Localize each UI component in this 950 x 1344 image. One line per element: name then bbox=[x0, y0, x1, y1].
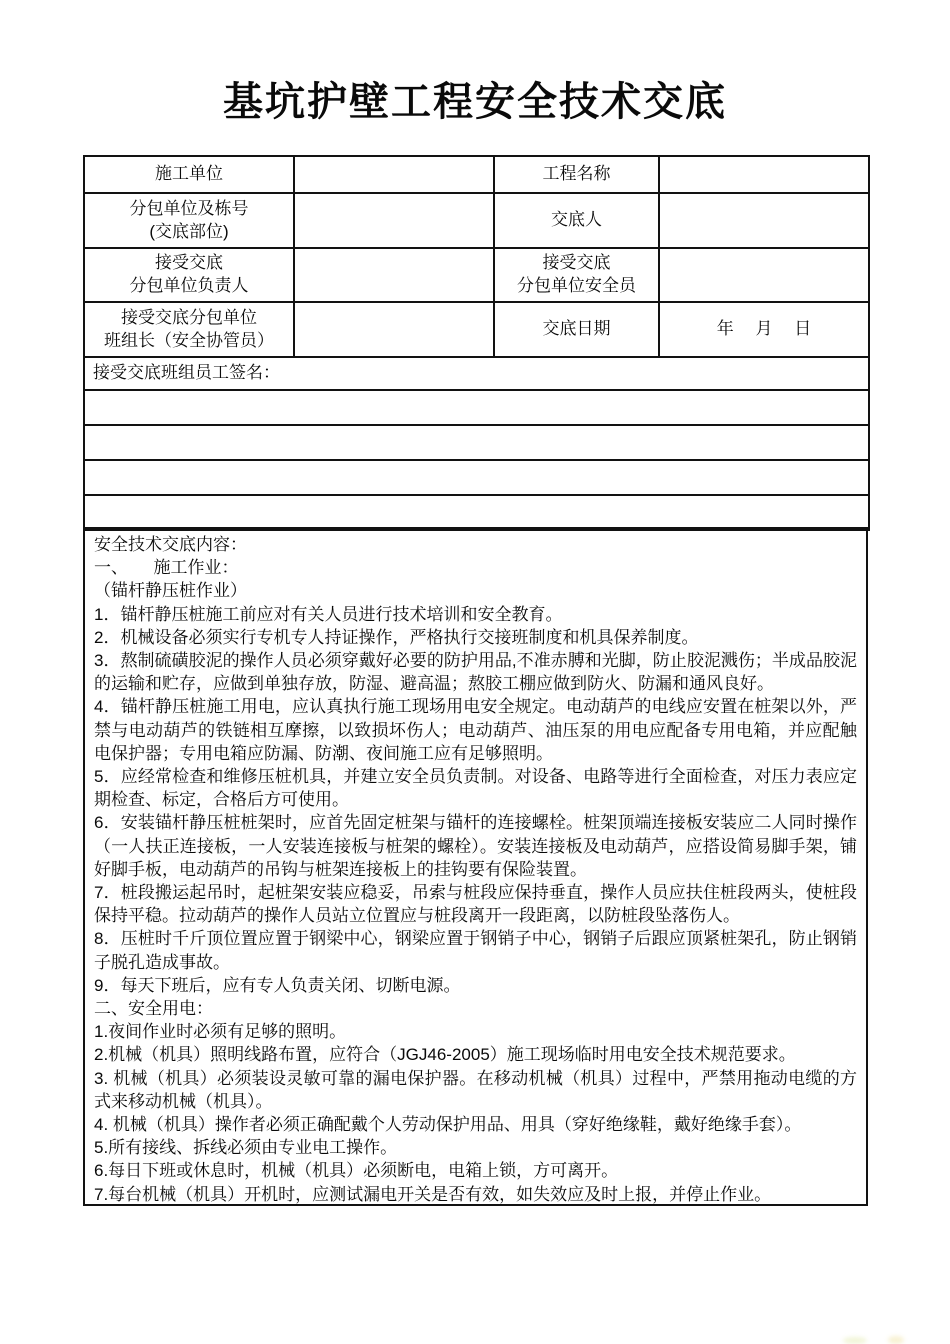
signature-blank-cell bbox=[84, 425, 869, 460]
label-team-leader bbox=[84, 302, 294, 357]
scan-artifact-smudge bbox=[888, 1336, 904, 1344]
value-project-name bbox=[659, 156, 869, 193]
label-subcontract-leader-line2: 分包单位负责人 bbox=[129, 276, 249, 295]
value-discloser bbox=[659, 193, 869, 248]
content-paragraph: 5.所有接线、拆线必须由专业电工操作。 bbox=[94, 1138, 398, 1158]
label-disclosure-date: 交底日期 bbox=[494, 302, 659, 357]
signature-blank-row bbox=[84, 495, 869, 530]
content-paragraph: 6．安装锚杆静压桩桩架时，应首先固定桩架与锚杆的连接螺栓。桩架顶端连接板安装应二人同时操作（一人扶正连接板，一人安装连接板与桩架的螺栓）。安装连接板及电动葫芦，应搭设简易脚手架，铺好脚手板，电动葫芦的吊钩与桩架连接板上的挂钩要有保险装置。 bbox=[94, 813, 857, 879]
content-paragraph: 1．锚杆静压桩施工前应对有关人员进行技术培训和安全教育。 bbox=[94, 604, 563, 624]
header-info-table bbox=[83, 155, 870, 531]
label-subcontract-safety-officer bbox=[494, 248, 659, 302]
value-subcontract-unit bbox=[294, 193, 494, 248]
label-project-name: 工程名称 bbox=[494, 156, 659, 193]
label-construction-unit: 施工单位 bbox=[84, 156, 294, 193]
label-subcontract-unit bbox=[84, 193, 294, 248]
content-paragraph: 3. 机械（机具）必须装设灵敏可靠的漏电保护器。在移动机械（机具）过程中，严禁用拖动电缆的方式来移动机械（机具）。 bbox=[94, 1068, 857, 1111]
content-paragraph: 8．压桩时千斤顶位置应置于钢梁中心，钢梁应置于钢销子中心，钢销子后跟应顶紧桩架孔，防止钢销子脱孔造成事故。 bbox=[94, 929, 857, 972]
signature-blank-cell bbox=[84, 390, 869, 425]
table-row bbox=[84, 357, 869, 390]
value-construction-unit bbox=[294, 156, 494, 193]
value-disclosure-date: 年 月 日 bbox=[659, 302, 869, 357]
signature-blank-cell bbox=[84, 495, 869, 530]
content-paragraph: 9．每天下班后，应有专人负责关闭、切断电源。 bbox=[94, 975, 461, 995]
label-subcontract-safety-officer-line1: 接受交底 bbox=[542, 253, 611, 273]
content-paragraph: 2．机械设备必须实行专机专人持证操作，严格执行交接班制度和机具保养制度。 bbox=[94, 627, 699, 647]
content-paragraph: 6.每日下班或休息时，机械（机具）必须断电，电箱上锁，方可离开。 bbox=[94, 1161, 619, 1181]
label-subcontract-safety-officer-line2: 分包单位安全员 bbox=[517, 276, 636, 295]
value-team-leader bbox=[294, 302, 494, 357]
content-paragraph: （锚杆静压桩作业） bbox=[94, 581, 247, 601]
label-team-leader-line1: 接受交底分包单位 bbox=[121, 307, 257, 327]
label-team-signatures: 接受交底班组员工签名： bbox=[84, 357, 869, 390]
content-heading: 安全技术交底内容： bbox=[94, 535, 247, 554]
disclosure-content-box bbox=[83, 527, 868, 1206]
value-subcontract-safety-officer bbox=[659, 248, 869, 302]
section-2-heading: 二、安全用电： bbox=[94, 999, 213, 1019]
content-paragraph: 5．应经常检查和维修压桩机具，并建立安全员负责制。对设备、电路等进行全面检查，对压力表应定期检查、标定，合格后方可使用。 bbox=[94, 767, 857, 810]
content-paragraph: 7.每台机械（机具）开机时，应测试漏电开关是否有效，如失效应及时上报，并停止作业。 bbox=[94, 1184, 772, 1204]
table-row bbox=[84, 193, 869, 248]
content-paragraph: 4．锚杆静压桩施工用电，应认真执行施工现场用电安全规定。电动葫芦的电线应安置在桩架以外，严禁与电动葫芦的铁链相互摩擦，以致损坏伤人；电动葫芦、油压泵的用电应配备专用电箱，并应配触电保护器；专用电箱应防漏、防潮、夜间施工应有足够照明。 bbox=[94, 697, 857, 763]
section-1-heading: 一、 施工作业： bbox=[94, 558, 239, 578]
signature-blank-cell bbox=[84, 460, 869, 495]
table-row bbox=[84, 302, 869, 357]
signature-blank-row bbox=[84, 390, 869, 425]
label-subcontract-leader bbox=[84, 248, 294, 302]
label-discloser: 交底人 bbox=[494, 193, 659, 248]
content-paragraph: 1.夜间作业时必须有足够的照明。 bbox=[94, 1022, 347, 1042]
label-subcontract-leader-line1: 接受交底 bbox=[155, 253, 223, 273]
label-subcontract-unit-line1: 分包单位及栋号 bbox=[129, 198, 249, 218]
content-paragraph: 3．熬制硫磺胶泥的操作人员必须穿戴好必要的防护用品,不准赤膊和光脚，防止胶泥溅伤；半成品胶泥的运输和贮存，应做到单独存放，防湿、避高温；熬胶工棚应做到防火、防漏和通风良好。 bbox=[94, 651, 857, 694]
page-title: 基坑护壁工程安全技术交底 bbox=[223, 80, 727, 124]
table-row bbox=[84, 156, 869, 193]
content-paragraph: 2.机械（机具）照明线路布置，应符合（JGJ46-2005）施工现场临时用电安全技术规范要求。 bbox=[94, 1045, 796, 1065]
signature-blank-row bbox=[84, 425, 869, 460]
label-team-leader-line2: 班组长（安全协管员） bbox=[104, 330, 274, 350]
value-subcontract-leader bbox=[294, 248, 494, 302]
signature-blank-row bbox=[84, 460, 869, 495]
scan-artifact-smudge bbox=[843, 1337, 867, 1344]
content-paragraph: 4. 机械（机具）操作者必须正确配戴个人劳动保护用品、用具（穿好绝缘鞋，戴好绝缘手套）。 bbox=[94, 1115, 802, 1135]
table-row bbox=[84, 248, 869, 302]
content-paragraph: 7．桩段搬运起吊时，起桩架安装应稳妥，吊索与桩段应保持垂直，操作人员应扶住桩段两头，使桩段保持平稳。拉动葫芦的操作人员站立位置应与桩段离开一段距离，以防桩段坠落伤人。 bbox=[94, 883, 857, 926]
label-subcontract-unit-line2: (交底部位) bbox=[149, 221, 229, 241]
